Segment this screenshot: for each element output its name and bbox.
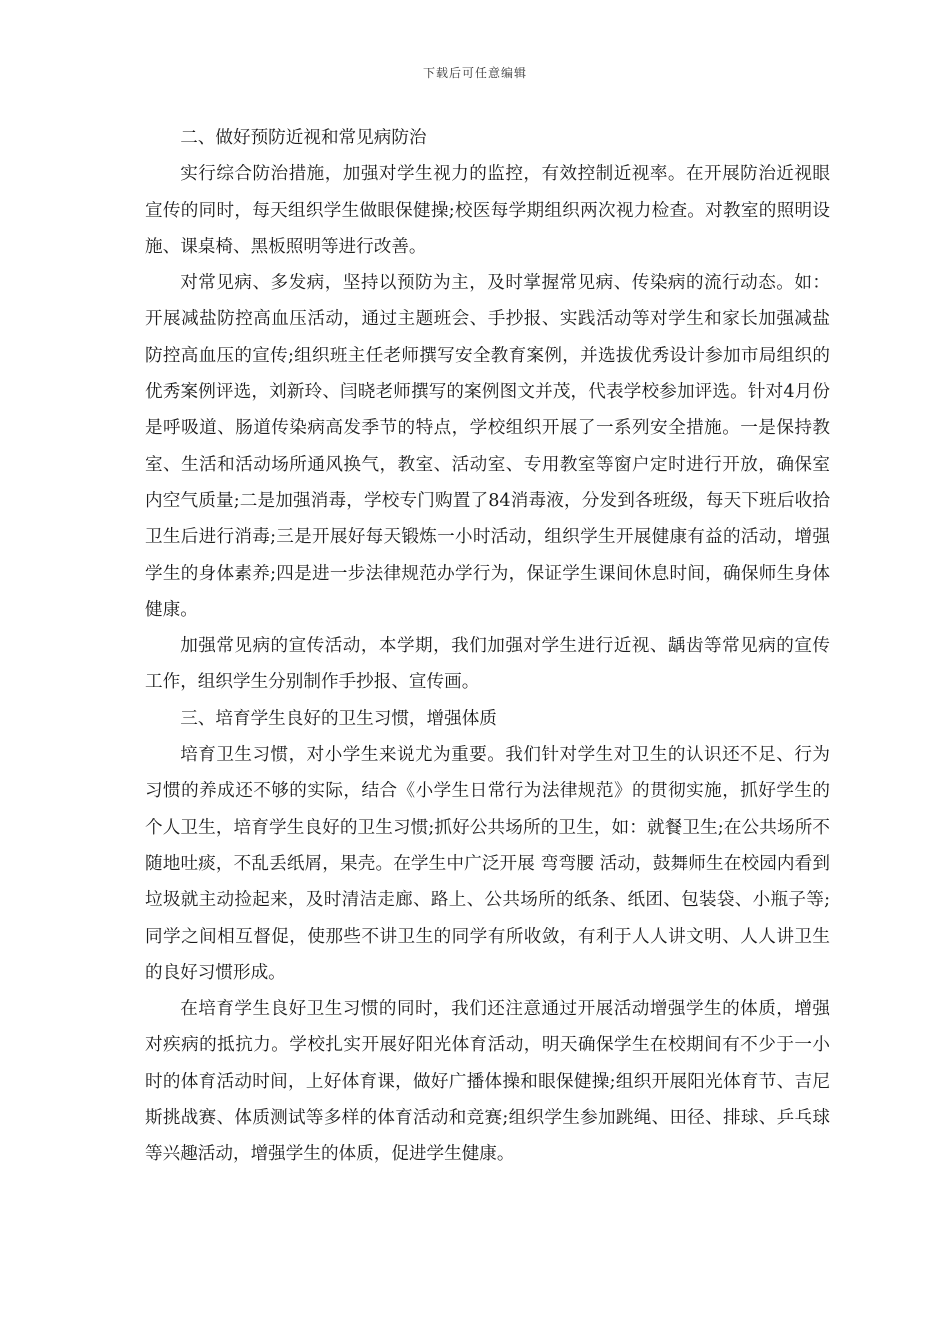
- paragraph: 培育卫生习惯，对小学生来说尤为重要。我们针对学生对卫生的认识还不足、行为习惯的养成还不够的实际，结合《小学生日常行为法律规范》的贯彻实施，抓好学生的个人卫生，培育学生良好的卫生习惯;抓好公共场所的卫生，如：就餐卫生;在公共场所不随地吐痰，不乱丢纸屑，果壳。在学生中广泛开展 弯弯腰 活动，鼓舞师生在校园内看到垃圾就主动捡起来，及时清洁走廊、路上、公共场所的纸条、纸团、包装袋、小瓶子等;同学之间相互督促，使那些不讲卫生的同学有所收敛，有利于人人讲文明、人人讲卫生的良好习惯形成。: [145, 745, 830, 983]
- paragraph: 在培育学生良好卫生习惯的同时，我们还注意通过开展活动增强学生的体质，增强对疾病的抵抗力。学校扎实开展好阳光体育活动，明天确保学生在校期间有不少于一小时的体育活动时间，上好体育课，做好广播体操和眼保健操;组织开展阳光体育节、吉尼斯挑战赛、体质测试等多样的体育活动和竞赛;组织学生参加跳绳、田径、排球、乒乓球等兴趣活动，增强学生的体质，促进学生健康。: [145, 999, 830, 1165]
- section-heading-3: 三、培育学生良好的卫生习惯，增强体质: [180, 708, 497, 729]
- paragraph: 加强常见病的宣传活动，本学期，我们加强对学生进行近视、龋齿等常见病的宣传工作，组织学生分别制作手抄报、宣传画。: [145, 636, 830, 693]
- header-note: 下载后可任意编辑: [422, 66, 527, 80]
- paragraph: 实行综合防治措施，加强对学生视力的监控，有效控制近视率。在开展防治近视眼宣传的同时，每天组织学生做眼保健操;校医每学期组织两次视力检查。对教室的照明设施、课桌椅、黑板照明等进行改善。: [145, 164, 830, 257]
- section-heading-2: 二、做好预防近视和常见病防治: [180, 128, 427, 148]
- document-body: [145, 120, 830, 1173]
- paragraph: 对常见病、多发病，坚持以预防为主，及时掌握常见病、传染病的流行动态。如：开展减盐防控高血压活动，通过主题班会、手抄报、实践活动等对学生和家长加强减盐防控高血压的宣传;组织班主任老师撰写安全教育案例，并选拔优秀设计参加市局组织的优秀案例评选，刘新玲、闫晓老师撰写的案例图文并茂，代表学校参加评选。针对4月份是呼吸道、肠道传染病高发季节的特点，学校组织开展了一系列安全措施。一是保持教室、生活和活动场所通风换气，教室、活动室、专用教室等窗户定时进行开放，确保室内空气质量;二是加强消毒，学校专门购置了84消毒液，分发到各班级，每天下班后收拾卫生后进行消毒;三是开展好每天锻炼一小时活动，组织学生开展健康有益的活动，增强学生的身体素养;四是进一步法律规范办学行为，保证学生课间休息时间，确保师生身体健康。: [145, 273, 830, 620]
